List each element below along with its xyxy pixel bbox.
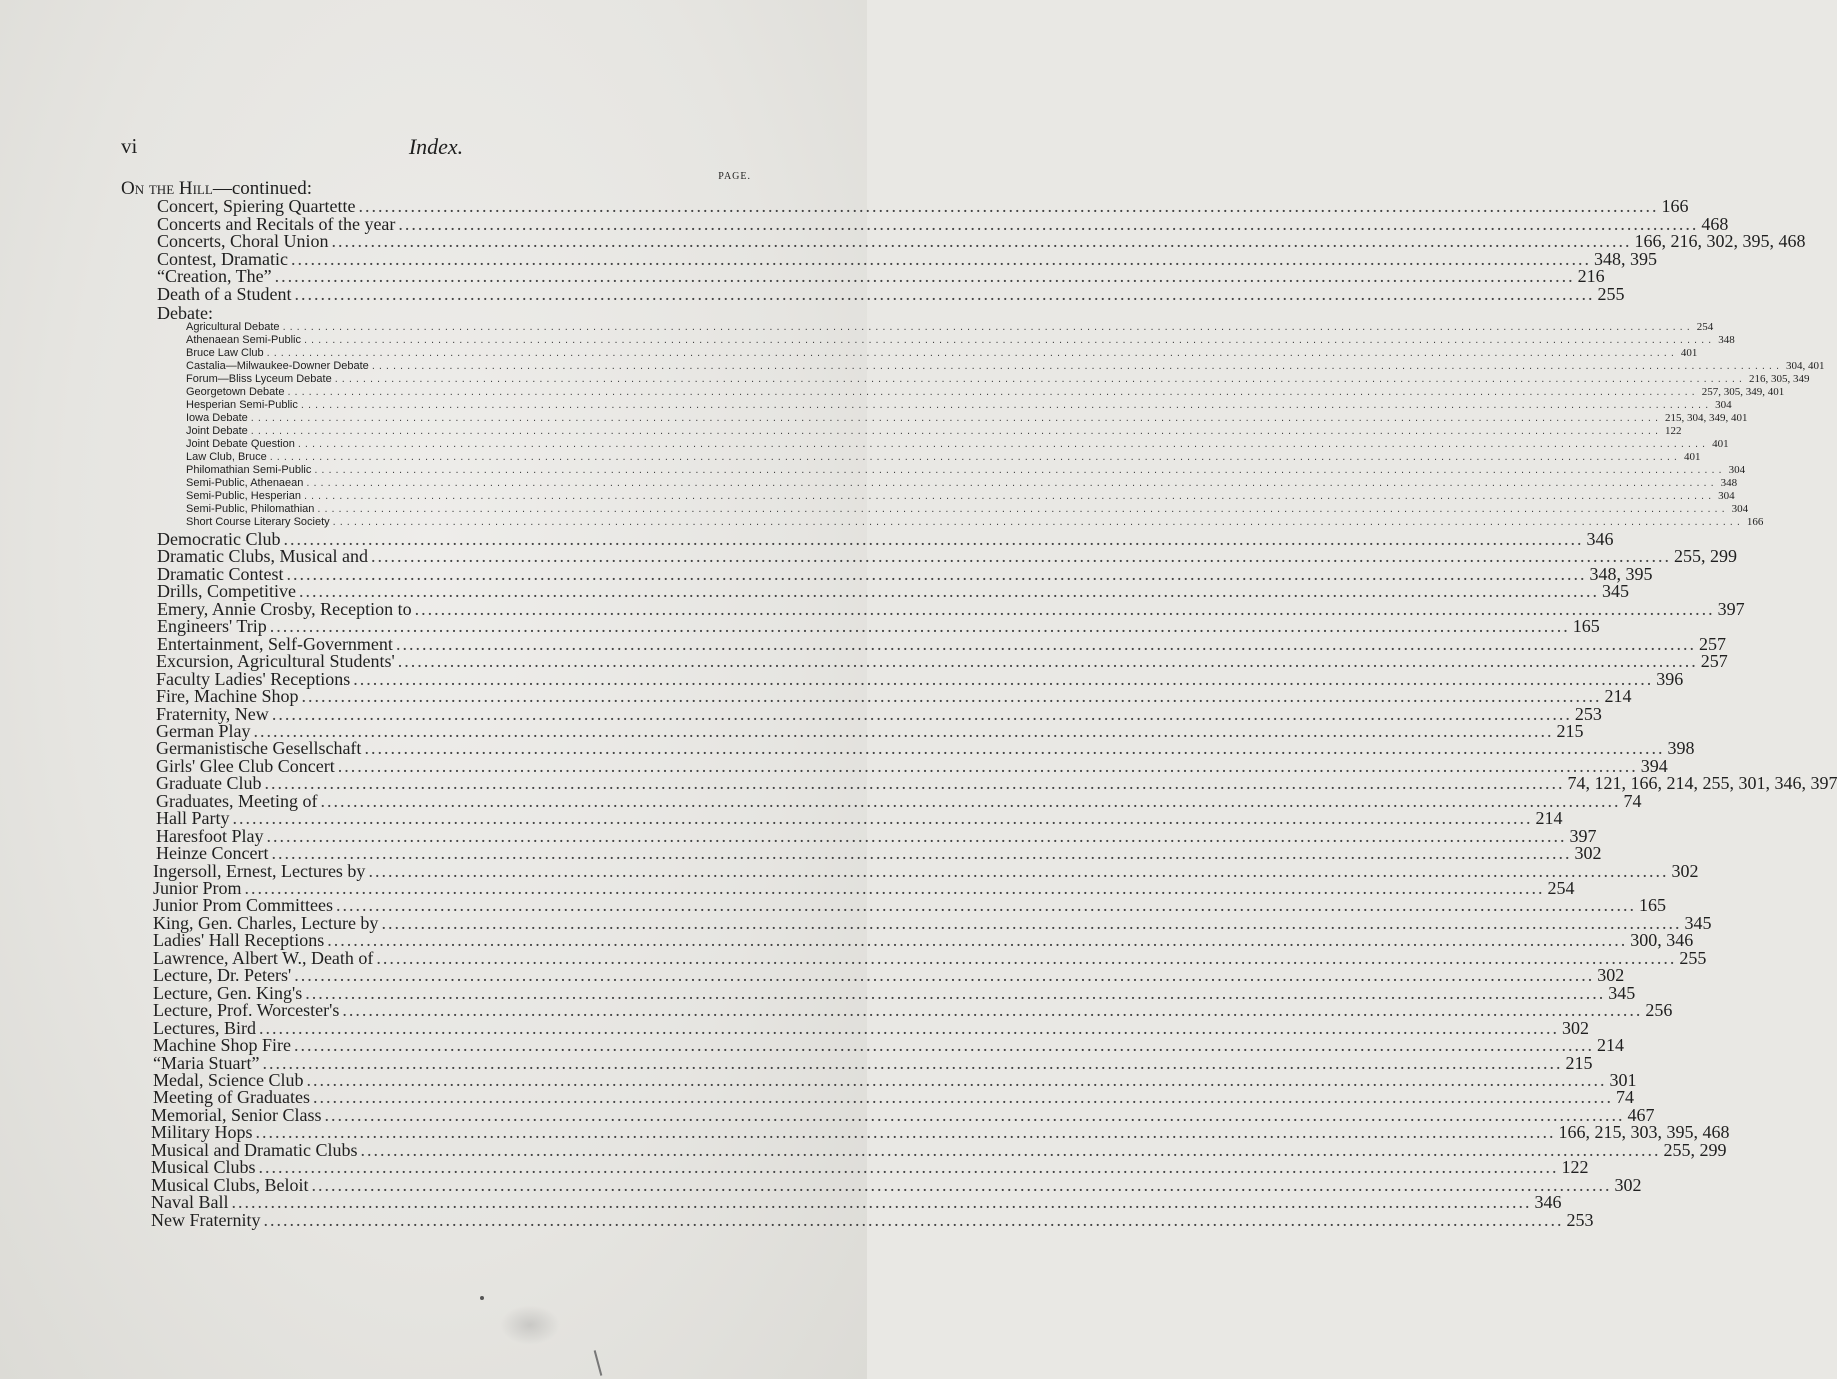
entry-pages: 253 — [1566, 1209, 1594, 1230]
dot-leader: ........................................................................................................................................................................................................ — [327, 930, 1628, 951]
entry-term: Law Club, Bruce — [186, 451, 267, 463]
entry-pages: 255, 299 — [1673, 546, 1737, 567]
entry-term: Dramatic Contest — [157, 563, 284, 584]
entry-term: Forum—Bliss Lyceum Debate — [186, 373, 332, 385]
entry-pages: 215, 304, 349, 401 — [1665, 412, 1748, 424]
entry-term: “Maria Stuart” — [153, 1052, 260, 1073]
entry-pages: 302 — [1671, 860, 1699, 881]
index-entry — [186, 515, 1764, 529]
index-entry — [186, 411, 1748, 425]
ink-dot — [480, 1296, 484, 1300]
entry-term: Short Course Literary Society — [186, 516, 330, 528]
entry-pages: 345 — [1602, 581, 1629, 602]
entry-pages: 257 — [1698, 633, 1726, 654]
entry-pages: 254 — [1547, 878, 1575, 898]
dot-leader: ........................................................................................................................................................................................................ — [269, 451, 1681, 463]
entry-pages: 166, 215, 303, 395, 468 — [1558, 1122, 1730, 1143]
index-entry — [186, 320, 1714, 334]
dot-leader: ........................................................................................................................................................................................................ — [306, 1069, 1607, 1090]
entry-term: Engineers' Trip — [157, 616, 267, 637]
dot-leader: ........................................................................................................................................................................................................ — [397, 651, 1698, 672]
entry-term: Bruce Law Club — [186, 347, 264, 359]
index-entry — [186, 333, 1735, 347]
entry-term: Musical Clubs — [151, 1157, 256, 1178]
entry-term: Democratic Club — [157, 529, 281, 549]
entry-term: Philomathian Semi-Public — [186, 464, 312, 476]
dot-leader: ........................................................................................................................................................................................................ — [337, 755, 1638, 776]
dot-leader: ........................................................................................................................................................................................................ — [244, 878, 1545, 898]
entry-term: Semi-Public, Athenaean — [186, 477, 304, 489]
entry-term: Joint Debate Question — [186, 438, 295, 450]
dot-leader: ........................................................................................................................................................................................................ — [264, 773, 1565, 794]
dot-leader: ........................................................................................................................................................................................................ — [332, 516, 1744, 528]
entry-pages: 348, 395 — [1593, 248, 1657, 269]
dot-leader: ........................................................................................................................................................................................................ — [294, 965, 1595, 986]
entry-pages: 302 — [1574, 843, 1602, 864]
entry-term: Graduate Club — [156, 773, 262, 794]
dot-leader: ........................................................................................................................................................................................................ — [231, 1192, 1532, 1213]
entry-term: Lecture, Gen. King's — [153, 982, 303, 1003]
dot-leader: ........................................................................................................................................................................................................ — [287, 386, 1699, 398]
entry-pages: 397 — [1569, 825, 1597, 846]
dot-leader: ........................................................................................................................................................................................................ — [305, 982, 1606, 1003]
entry-pages: 302 — [1597, 965, 1625, 986]
dot-leader: ........................................................................................................................................................................................................ — [297, 438, 1710, 450]
entry-term: Castalia—Milwaukee-Downer Debate — [186, 360, 369, 372]
entry-term: Ladies' Hall Receptions — [153, 930, 325, 951]
entry-pages: 345 — [1608, 982, 1636, 1003]
dot-leader: ........................................................................................................................................................................................................ — [271, 843, 1572, 864]
entry-pages: 165 — [1639, 895, 1666, 916]
entry-term: Concerts and Recitals of the year — [157, 213, 396, 234]
entry-term: Musical and Dramatic Clubs — [151, 1139, 358, 1160]
paper-smudge — [500, 1305, 560, 1345]
entry-pages: 257, 305, 349, 401 — [1701, 386, 1785, 398]
index-entry — [186, 450, 1701, 464]
entry-term: Fire, Machine Shop — [156, 686, 299, 707]
entry-pages: 122 — [1561, 1157, 1589, 1178]
dot-leader: ........................................................................................................................................................................................................ — [283, 529, 1584, 549]
entry-pages: 74 — [1615, 1087, 1634, 1108]
dot-leader: ........................................................................................................................................................................................................ — [364, 738, 1665, 759]
index-entry — [186, 359, 1825, 373]
entry-pages: 215 — [1556, 720, 1584, 741]
entry-term: Death of a Student — [157, 284, 292, 304]
dot-leader: ........................................................................................................................................................................................................ — [360, 1139, 1661, 1160]
dot-leader: ........................................................................................................................................................................................................ — [370, 546, 1671, 567]
entry-term: Drills, Competitive — [157, 581, 296, 602]
index-entry — [186, 424, 1682, 438]
entry-term: Naval Ball — [151, 1192, 229, 1213]
entry-pages: 216 — [1577, 266, 1605, 287]
entry-pages: 304 — [1728, 464, 1746, 476]
entry-term: Concert, Spiering Quartette — [157, 196, 356, 216]
entry-pages: 256 — [1645, 1000, 1673, 1021]
entry-term: Girls' Glee Club Concert — [156, 755, 335, 776]
dot-leader: ........................................................................................................................................................................................................ — [253, 720, 1554, 741]
entry-pages: 255, 299 — [1663, 1139, 1727, 1160]
dot-leader: ........................................................................................................................................................................................................ — [342, 1000, 1643, 1021]
entry-pages: 74 — [1623, 790, 1642, 811]
dot-leader: ........................................................................................................................................................................................................ — [311, 1174, 1612, 1195]
entry-term: Entertainment, Self-Government — [157, 633, 393, 654]
entry-term: Excursion, Agricultural Students' — [156, 651, 395, 672]
dot-leader: ........................................................................................................................................................................................................ — [324, 1104, 1625, 1125]
entry-pages: 394 — [1640, 755, 1668, 776]
entry-term: Athenaean Semi-Public — [186, 334, 301, 346]
dot-leader: ........................................................................................................................................................................................................ — [303, 334, 1716, 346]
dot-leader: ........................................................................................................................................................................................................ — [376, 947, 1677, 968]
entry-pages: 166 — [1746, 516, 1764, 528]
entry-term: Haresfoot Play — [156, 825, 264, 846]
entry-pages: 401 — [1680, 347, 1698, 359]
entry-pages: 165 — [1572, 616, 1600, 637]
entry-term: Iowa Debate — [186, 412, 248, 424]
dot-leader: ........................................................................................................................................................................................................ — [282, 321, 1694, 333]
index-entry — [186, 463, 1746, 477]
dot-leader: ........................................................................................................................................................................................................ — [271, 703, 1572, 724]
entry-pages: 301 — [1609, 1069, 1637, 1090]
paper-scratch — [594, 1350, 603, 1376]
entry-term: Junior Prom — [153, 878, 242, 898]
entry-term: Memorial, Senior Class — [151, 1104, 322, 1125]
entry-pages: 216, 305, 349 — [1748, 373, 1810, 385]
entry-pages: 401 — [1712, 438, 1729, 450]
entry-pages: 253 — [1574, 703, 1602, 724]
dot-leader: ........................................................................................................................................................................................................ — [303, 490, 1716, 502]
entry-pages: 348, 395 — [1589, 563, 1653, 584]
dot-leader: ........................................................................................................................................................................................................ — [314, 464, 1726, 476]
index-entry — [151, 1209, 1594, 1230]
entry-pages: 302 — [1561, 1017, 1589, 1038]
entry-term: Germanistische Gesellschaft — [156, 738, 362, 759]
entry-term: Fraternity, New — [156, 703, 269, 724]
entry-term: Joint Debate — [186, 425, 248, 437]
entry-term: Semi-Public, Hesperian — [186, 490, 301, 502]
entry-pages: 215 — [1565, 1052, 1593, 1073]
dot-leader: ........................................................................................................................................................................................................ — [306, 477, 1718, 489]
entry-term: Faculty Ladies' Receptions — [156, 668, 351, 689]
entry-pages: 346 — [1534, 1192, 1562, 1213]
dot-leader: ........................................................................................................................................................................................................ — [293, 1035, 1594, 1056]
entry-pages: 166 — [1661, 196, 1689, 216]
entry-pages: 398 — [1667, 738, 1695, 759]
dot-leader: ........................................................................................................................................................................................................ — [312, 1087, 1613, 1108]
entry-pages: 166, 216, 302, 395, 468 — [1634, 231, 1806, 252]
entry-term: Concerts, Choral Union — [157, 231, 329, 252]
index-entry — [186, 346, 1698, 360]
entry-pages: 122 — [1665, 425, 1682, 437]
dot-leader: ........................................................................................................................................................................................................ — [269, 616, 1570, 637]
entry-term: Junior Prom Committees — [153, 895, 333, 916]
entry-term: Medal, Science Club — [153, 1069, 304, 1090]
dot-leader: ........................................................................................................................................................................................................ — [334, 373, 1746, 385]
dot-leader: ........................................................................................................................................................................................................ — [299, 581, 1599, 602]
index-entry — [186, 385, 1785, 399]
dot-leader: ........................................................................................................................................................................................................ — [250, 412, 1662, 424]
section-rest: —continued: — [212, 178, 313, 199]
index-entry — [186, 489, 1735, 503]
entry-pages: 214 — [1596, 1035, 1624, 1056]
entry-pages: 255 — [1597, 284, 1625, 304]
entry-term: Meeting of Graduates — [153, 1087, 310, 1108]
dot-leader: ........................................................................................................................................................................................................ — [414, 598, 1715, 619]
entry-pages: 396 — [1656, 668, 1684, 689]
entry-term: Musical Clubs, Beloit — [151, 1174, 309, 1195]
entry-term: New Fraternity — [151, 1209, 261, 1230]
index-entry — [186, 476, 1738, 490]
entry-term: Hesperian Semi-Public — [186, 399, 298, 411]
page-column-label: PAGE. — [718, 171, 751, 182]
entry-pages: 74, 121, 166, 214, 255, 301, 346, 397 — [1567, 773, 1837, 794]
dot-leader: ........................................................................................................................................................................................................ — [353, 668, 1654, 689]
entry-term: Agricultural Debate — [186, 321, 280, 333]
dot-leader: ........................................................................................................................................................................................................ — [395, 633, 1696, 654]
entry-term: Lectures, Bird — [153, 1017, 256, 1038]
dot-leader: ........................................................................................................................................................................................................ — [358, 196, 1659, 216]
index-entry — [186, 437, 1729, 451]
entry-term: Military Hops — [151, 1122, 253, 1143]
entry-pages: 255 — [1679, 947, 1707, 968]
entry-term: Heinze Concert — [156, 843, 269, 864]
dot-leader: ........................................................................................................................................................................................................ — [301, 686, 1602, 707]
entry-term: Lawrence, Albert W., Death of — [153, 947, 374, 968]
entry-pages: 254 — [1696, 321, 1714, 333]
dot-leader: ........................................................................................................................................................................................................ — [232, 808, 1533, 829]
dot-leader: ........................................................................................................................................................................................................ — [368, 860, 1669, 881]
entry-term: Semi-Public, Philomathian — [186, 503, 315, 515]
entry-pages: 346 — [1586, 529, 1614, 549]
dot-leader: ........................................................................................................................................................................................................ — [290, 248, 1591, 269]
dot-leader: ........................................................................................................................................................................................................ — [317, 503, 1729, 515]
entry-term: Graduates, Meeting of — [156, 790, 318, 811]
dot-leader: ........................................................................................................................................................................................................ — [381, 912, 1682, 933]
page-folio: vi — [121, 134, 138, 158]
dot-leader: ........................................................................................................................................................................................................ — [250, 425, 1662, 437]
debate-subheading: Debate: — [157, 303, 213, 323]
dot-leader: ........................................................................................................................................................................................................ — [294, 284, 1595, 304]
entry-term: German Play — [156, 720, 251, 741]
dot-leader: ........................................................................................................................................................................................................ — [371, 360, 1784, 372]
index-entry — [186, 502, 1749, 516]
entry-pages: 304, 401 — [1786, 360, 1825, 372]
index-entry — [186, 398, 1732, 412]
entry-pages: 345 — [1684, 912, 1712, 933]
entry-term: “Creation, The” — [157, 266, 272, 287]
entry-pages: 467 — [1627, 1104, 1655, 1125]
dot-leader: ........................................................................................................................................................................................................ — [266, 825, 1567, 846]
entry-term: Emery, Annie Crosby, Reception to — [157, 598, 412, 619]
entry-pages: 348 — [1718, 334, 1735, 346]
entry-term: King, Gen. Charles, Lecture by — [153, 912, 379, 933]
entry-pages: 214 — [1535, 808, 1563, 829]
dot-leader: ........................................................................................................................................................................................................ — [336, 895, 1636, 916]
entry-pages: 401 — [1683, 451, 1701, 463]
index-entry — [186, 372, 1810, 386]
entry-term: Lecture, Prof. Worcester's — [153, 1000, 340, 1021]
entry-pages: 304 — [1715, 399, 1732, 411]
dot-leader: ........................................................................................................................................................................................................ — [274, 266, 1575, 287]
dot-leader: ........................................................................................................................................................................................................ — [300, 399, 1713, 411]
dot-leader: ........................................................................................................................................................................................................ — [263, 1209, 1564, 1230]
entry-term: Contest, Dramatic — [157, 248, 288, 269]
page-header — [121, 134, 751, 164]
dot-leader: ........................................................................................................................................................................................................ — [331, 231, 1632, 252]
dot-leader: ........................................................................................................................................................................................................ — [398, 213, 1699, 234]
entry-pages: 397 — [1717, 598, 1745, 619]
entry-pages: 304 — [1731, 503, 1749, 515]
entry-pages: 468 — [1701, 213, 1729, 234]
index-entry — [157, 284, 1625, 304]
dot-leader: ........................................................................................................................................................................................................ — [262, 1052, 1563, 1073]
entry-pages: 348 — [1720, 477, 1738, 489]
entry-pages: 304 — [1718, 490, 1735, 502]
section-lead: On the Hill — [121, 178, 213, 199]
dot-leader: ........................................................................................................................................................................................................ — [286, 563, 1587, 584]
entry-term: Georgetown Debate — [186, 386, 285, 398]
entry-term: Lecture, Dr. Peters' — [153, 965, 292, 986]
dot-leader: ........................................................................................................................................................................................................ — [320, 790, 1621, 811]
entry-pages: 257 — [1700, 651, 1728, 672]
dot-leader: ........................................................................................................................................................................................................ — [255, 1122, 1556, 1143]
entry-pages: 214 — [1604, 686, 1632, 707]
dot-leader: ........................................................................................................................................................................................................ — [258, 1157, 1559, 1178]
entry-term: Dramatic Clubs, Musical and — [157, 546, 368, 567]
dot-leader: ........................................................................................................................................................................................................ — [266, 347, 1678, 359]
entry-pages: 300, 346 — [1630, 930, 1694, 951]
entry-term: Ingersoll, Ernest, Lectures by — [153, 860, 366, 881]
entry-pages: 302 — [1614, 1174, 1642, 1195]
running-title: Index. — [408, 134, 464, 159]
entry-term: Machine Shop Fire — [153, 1035, 291, 1056]
dot-leader: ........................................................................................................................................................................................................ — [258, 1017, 1559, 1038]
entry-term: Hall Party — [156, 808, 230, 829]
